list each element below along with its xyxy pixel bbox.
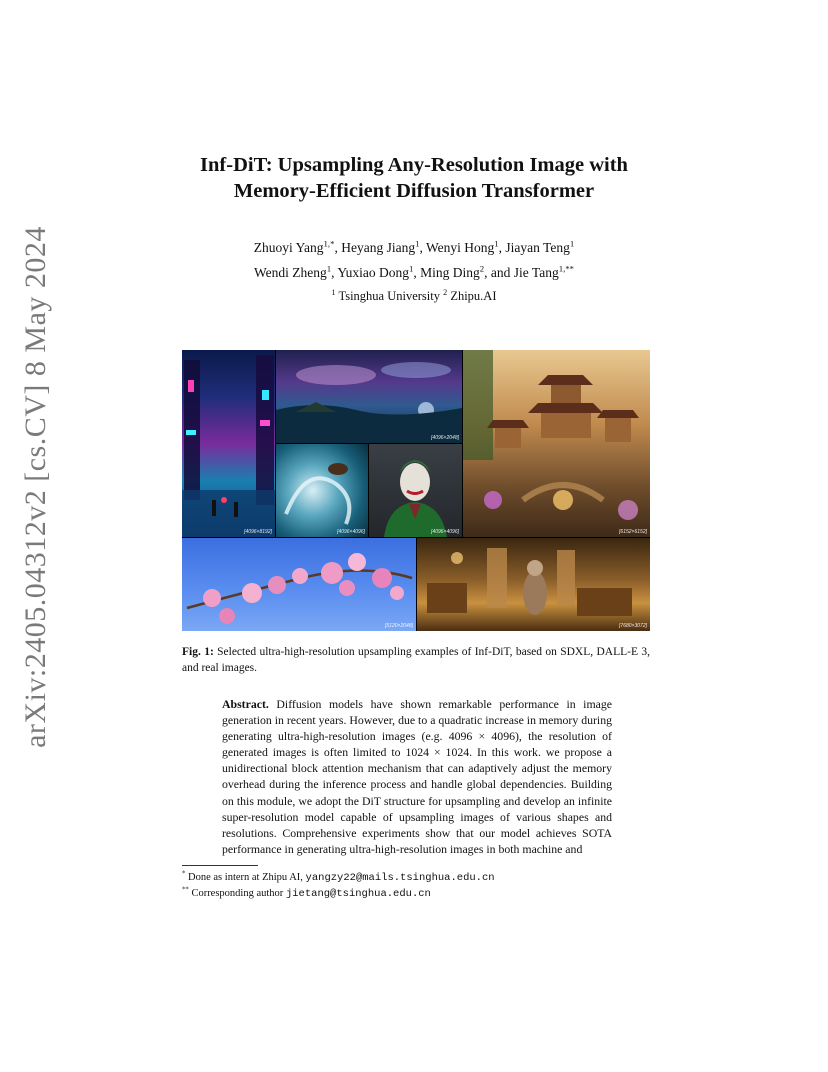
- caption-label: Fig. 1:: [182, 646, 214, 658]
- author-name: Ming Ding: [420, 265, 480, 280]
- cherry-blossom-image: [182, 538, 416, 631]
- caption-text: Selected ultra-high-resolution upsampling examples of Inf-DiT, based on SDXL, DALL-E 3, and real images.: [182, 646, 650, 674]
- affil-name: Tsinghua University: [338, 289, 440, 303]
- author-sep: ,: [413, 265, 421, 280]
- author-affil-mark: 2: [479, 263, 485, 274]
- figure-caption: [182, 644, 650, 676]
- abstract-label: Abstract.: [222, 697, 269, 711]
- author-name: Heyang Jiang: [341, 240, 416, 255]
- paper-title: [0, 152, 828, 204]
- affil-mark: 1: [331, 287, 336, 297]
- ocean-wave-swimmer-image: [276, 444, 368, 537]
- affil-mark: 2: [443, 287, 448, 297]
- footnote-rule: [182, 865, 258, 866]
- resolution-tag: [4096×2048]: [431, 435, 459, 441]
- author-sep: ,: [331, 265, 338, 280]
- ancient-library-image: [417, 538, 650, 631]
- title-line-1: Inf-DiT: Upsampling Any-Resolution Image with: [200, 154, 628, 176]
- footnote-text: Done as intern at Zhipu AI,: [185, 872, 306, 883]
- abstract: [222, 696, 612, 857]
- figure-image-collage: [182, 350, 650, 631]
- resolution-tag: [6152×6152]: [619, 529, 647, 535]
- author-affil-mark: 1: [569, 238, 575, 249]
- footnote-mark: *: [182, 870, 186, 878]
- author-name: Jie Tang: [513, 265, 559, 280]
- joker-portrait-image: [369, 444, 462, 537]
- resolution-tag: [4096×4096]: [431, 529, 459, 535]
- arxiv-side-stamp: arXiv:2405.04312v2 [cs.CV] 8 May 2024: [19, 226, 52, 748]
- author-name: Wenyi Hong: [426, 240, 495, 255]
- chinese-palace-image: [463, 350, 650, 537]
- resolution-tag: [4096×4096]: [337, 529, 365, 535]
- cyberpunk-street-image: [182, 350, 275, 537]
- author-affil-mark: 1: [415, 238, 420, 249]
- title-line-2: Memory-Efficient Diffusion Transformer: [233, 180, 595, 202]
- affil-name: Zhipu.AI: [450, 289, 497, 303]
- footnotes: [182, 870, 642, 902]
- resolution-tag: [7680×3072]: [619, 623, 647, 629]
- resolution-tag: [4096×8192]: [244, 529, 272, 535]
- fantasy-sea-image: [276, 350, 462, 443]
- author-line-1: [0, 235, 828, 260]
- author-affil-mark: 1,**: [558, 263, 575, 274]
- author-list: [0, 235, 828, 285]
- author-affil-mark: 1: [408, 263, 414, 274]
- author-sep: ,: [498, 240, 506, 255]
- author-name: Wendi Zheng: [253, 265, 327, 280]
- author-name: Yuxiao Dong: [337, 265, 409, 280]
- resolution-tag: [5120×2048]: [385, 623, 413, 629]
- footnote-email[interactable]: jietang@tsinghua.edu.cn: [285, 888, 431, 900]
- affiliations: [0, 289, 828, 304]
- author-affil-mark: 1: [326, 263, 332, 274]
- author-line-2: [0, 260, 828, 285]
- author-name: Jiayan Teng: [505, 240, 570, 255]
- author-name: Zhuoyi Yang: [253, 240, 324, 255]
- abstract-text: Diffusion models have shown remarkable performance in image generation in recent years. However, due to a quadratic increase in memory during generating ultra-high-resolution images (e.g. 4096 × 4096), the resolution of generated images is often limited to 1024 × 1024. In this work. we propose a unidirectional block attention mechanism that can adaptively adjust the memory overhead during the inference process and handle global dependencies. Building on this module, we adopt the DiT structure for upsampling and develop an infinite super-resolution model capable of upsampling images of various shapes and resolutions. Comprehensive experiments show that our model achieves SOTA performance in generating ultra-high-resolution images in both machine and: [222, 697, 612, 856]
- author-affil-mark: 1,*: [323, 238, 335, 249]
- author-sep: , and: [484, 265, 514, 280]
- author-sep: ,: [419, 240, 426, 255]
- footnote-email[interactable]: yangzy22@mails.tsinghua.edu.cn: [305, 872, 495, 884]
- author-sep: ,: [334, 240, 342, 255]
- footnote-corresponding: [182, 886, 642, 902]
- author-affil-mark: 1: [494, 238, 499, 249]
- footnote-text: Corresponding author: [188, 888, 286, 899]
- footnote-intern: [182, 870, 642, 886]
- footnote-mark: **: [182, 886, 189, 894]
